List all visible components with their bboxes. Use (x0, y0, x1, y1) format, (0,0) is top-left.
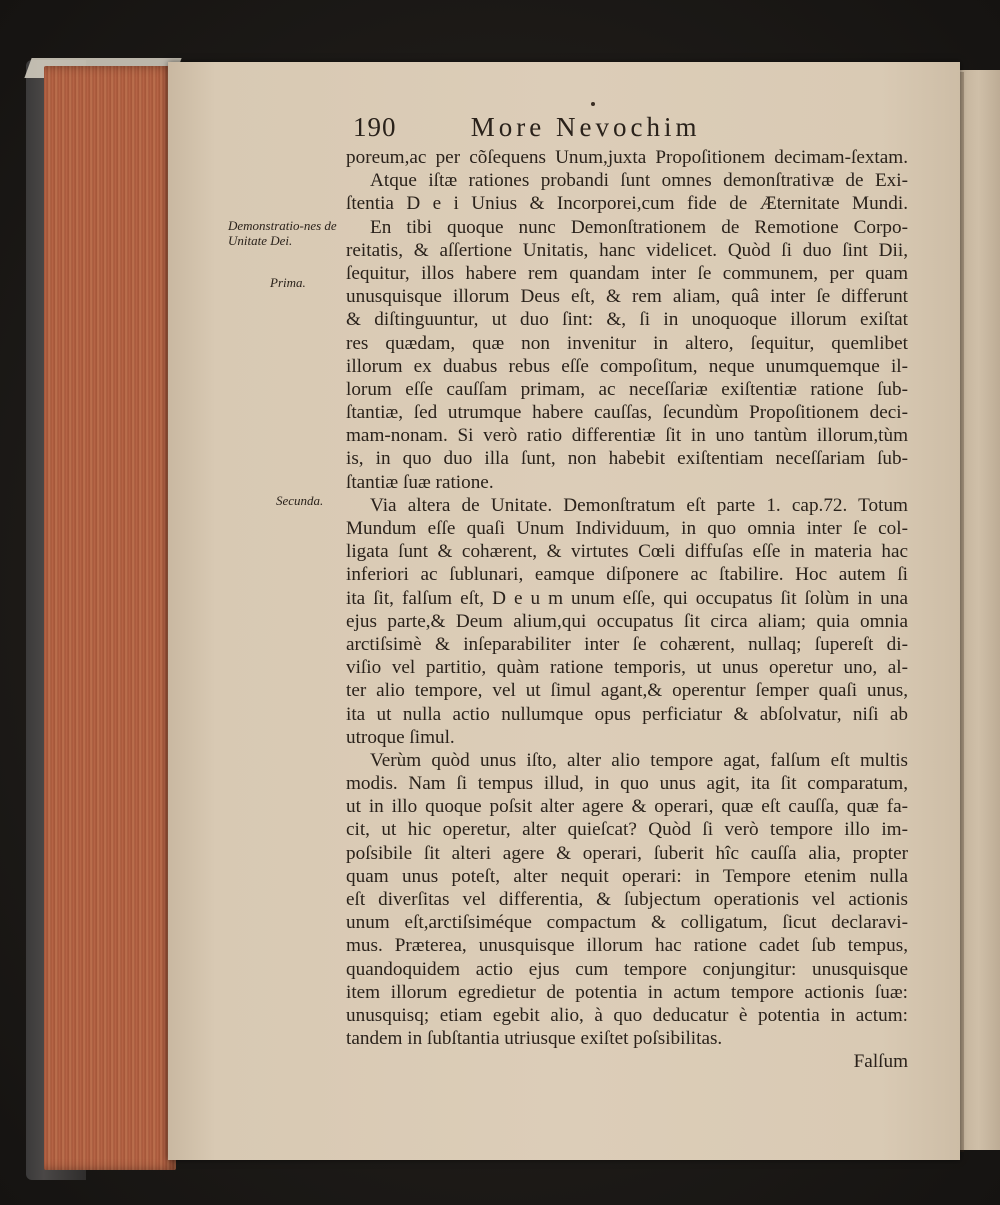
text-line: Mundum eſſe quaſi Unum Individuum, in quo omnia inter ſe col- (346, 518, 908, 539)
text-line: ligata ſunt & cohærent, & virtutes Cœli diffuſas eſſe in materia hac (346, 541, 908, 563)
text-line: poſsibile ſit alteri agere & operari, ſuberit hîc cauſſa alia, propter (346, 842, 908, 864)
gutter-shadow (960, 72, 964, 1152)
text-line: res quædam, quæ non invenitur in altero, ſequitur, quemlibet (346, 332, 908, 354)
text-line: ut in illo quoque poſsit alter agere & operari, quæ eſt cauſſa, quæ fa- (346, 796, 908, 818)
text-line: poreum,ac per cõſequens Unum,juxta Propoſitionem decimam-ſextam. (346, 147, 908, 168)
text-line: cit, ut hic operetur, alter quieſcat? Quòd ſi verò tempore illo im- (346, 819, 908, 841)
text-line: lorum eſſe cauſſam primam, ac neceſſariæ exiſtentiæ ratione ſub- (346, 378, 908, 400)
margin-note-secunda: Secunda. (276, 493, 324, 508)
text-line: ſequitur, illos habere rem quandam inter ſe communem, per quam (346, 262, 908, 284)
text-line: arctiſsimè & inſeparabiliter inter ſe cohærent, nullaq; ſupereſt di- (346, 633, 908, 655)
text-line: utroque ſimul. (346, 726, 455, 748)
text-line: ita ut nulla actio nullumque opus perficiatur & abſolvatur, niſi ab (346, 703, 908, 725)
text-line: illorum ex duabus rebus eſſe compoſitum, neque unumquemque il- (346, 355, 908, 377)
text-line: item illorum egredietur de potentia in actum tempore actionis ſuæ: (346, 981, 908, 1003)
text-line: ſtentia D e i Unius & Incorporei,cum fide de Æternitate Mundi. (346, 193, 908, 215)
text-line: En tibi quoque nunc Demonſtrationem de Remotione Corpo- (370, 216, 908, 238)
running-title: More Nevochim (470, 112, 701, 142)
text-line: is, in quo duo illa ſunt, non habebit exiſtentiam neceſſariam ſub- (346, 448, 908, 470)
text-line: unum eſt,arctiſsiméque compactum & colligatum, ſicut declaravi- (346, 912, 908, 934)
text-line: tandem in ſubſtantia utriusque exiſtet poſsibilitas. (346, 1028, 723, 1050)
text-line: ter alio tempore, vel ut ſimul agant,& operentur ſemper quaſi unus, (346, 680, 908, 702)
text-line: quam unus poteſt, alter nequit operari: in Tempore etenim nulla (346, 865, 908, 887)
page-number: 190 (353, 112, 397, 142)
catchword: Falſum (853, 1051, 908, 1073)
running-header (353, 112, 803, 143)
text-line: mus. Præterea, unusquisque illorum hac ratione cadet ſub tempus, (346, 935, 908, 957)
text-line: ejus parte,& Deum alium,qui occupatus ſit circa aliam; quia omnia (346, 610, 908, 632)
text-line: viſio vel partitio, quàm ratione temporis, ut unus operetur uno, al- (346, 657, 908, 679)
text-line: unusquisq; etiam egebit alio, à quo deducatur è potentia in actum: (346, 1004, 908, 1026)
text-line: ſtantiæ ſuæ ratione. (346, 471, 494, 493)
text-line: reitatis, & aſſertione Unitatis, hanc videlicet. Quòd ſi duo ſint Dii, (346, 239, 908, 261)
text-line: eſt diverſitas vel differentia, & ſubjectum operationis vel actionis (346, 889, 908, 910)
margin-note-demonstrationes: Demonstratio-nes de Unitate Dei. (228, 218, 337, 248)
text-line: Atque iſtæ rationes probandi ſunt omnes demonſtrativæ de Exi- (370, 170, 908, 192)
body-text (346, 146, 908, 1074)
text-line: modis. Nam ſi tempus illud, in quo unus agit, ita ſit comparatum, (346, 773, 908, 795)
margin-note-prima: Prima. (270, 275, 306, 290)
text-line: Verùm quòd unus iſto, alter alio tempore agat, falſum eſt multis (370, 749, 908, 771)
text-line: ita ſit, falſum eſt, D e u m unum eſſe, qui occupatus ſit ſolùm in una (346, 587, 908, 609)
text-line: Via altera de Unitate. Demonſtratum eſt parte 1. cap.72. Totum (370, 494, 908, 516)
text-line: ſtantiæ, ſed utrumque habere cauſſas, ſecundùm Propoſitionem deci- (346, 402, 908, 424)
page-edges (44, 66, 176, 1170)
text-line: quandoquidem actio ejus cum tempore conjungitur: unusquisque (346, 958, 908, 980)
text-line: mam-nonam. Si verò ratio differentiæ ſit in uno tantùm illorum,tùm (346, 425, 908, 447)
printer-dot (591, 102, 595, 106)
text-line: & diſtinguuntur, ut duo ſint: &, ſi in unoquoque illorum exiſtat (346, 309, 908, 331)
text-line: inferiori ac ſublunari, eamque diſponere ac ſtabilire. Hoc autem ſi (346, 564, 908, 586)
text-line: unusquisque illorum Deus eſt, & rem aliam, quâ inter ſe differunt (346, 286, 908, 308)
